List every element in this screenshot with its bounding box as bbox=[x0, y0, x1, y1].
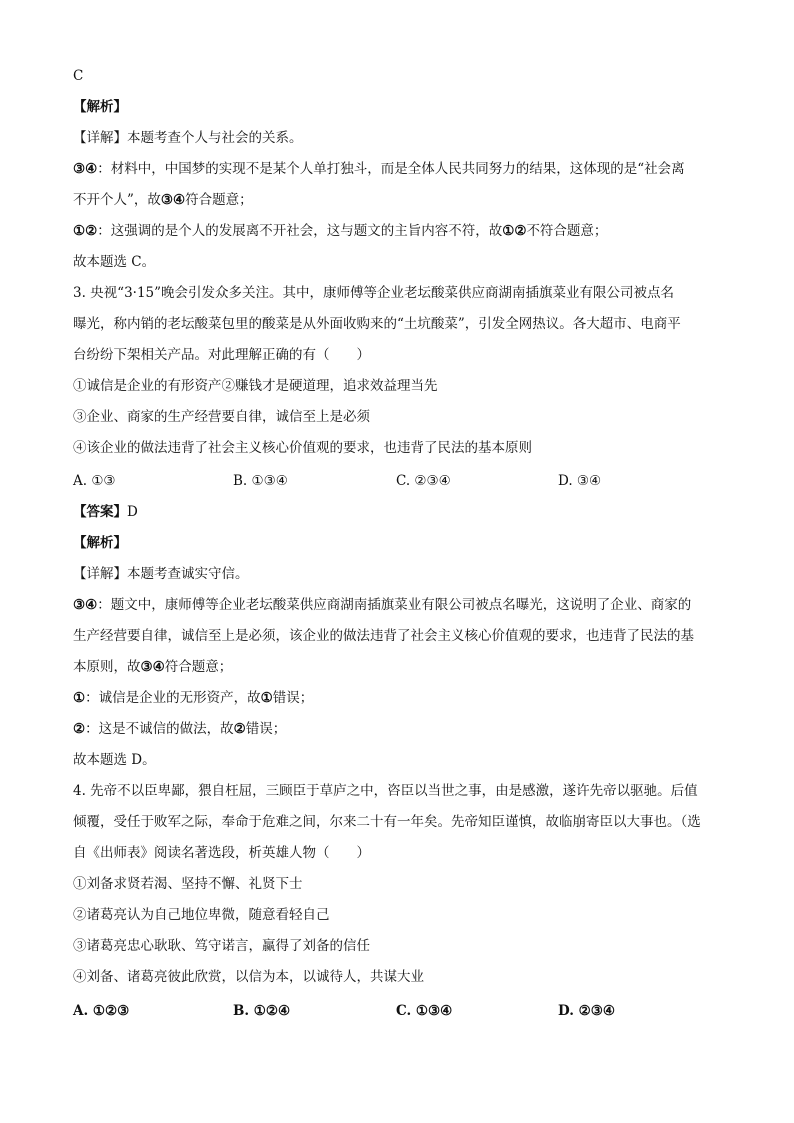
choice-mark: ② bbox=[233, 721, 246, 737]
question-stem: 4. 先帝不以臣卑鄙，猥自枉屈，三顾臣于草庐之中，咨臣以当世之事，由是感激，遂许先帝以驱驰。后值 bbox=[73, 783, 698, 799]
option-d: D. ②③④ bbox=[558, 1003, 615, 1019]
option-b: B. ①②④ bbox=[233, 1003, 291, 1019]
detail-tag: 【详解】 bbox=[73, 130, 127, 146]
explanation-line bbox=[73, 222, 607, 240]
explanation-text: 错误； bbox=[245, 721, 287, 737]
explanation-text: ：材料中，中国梦的实现不是某个人单打独斗，而是全体人民共同努力的结果，这体现的是“社会离 bbox=[97, 161, 685, 177]
conclusion-line: 故本题选 D。 bbox=[73, 752, 156, 768]
statement-item: ④刘备、诸葛亮彼此欣赏，以信为本，以诚待人，共谋大业 bbox=[73, 969, 424, 985]
statement-item: ②诸葛亮认为自己地位卑微，随意看轻自己 bbox=[73, 907, 330, 923]
detail-line bbox=[73, 565, 249, 583]
choice-mark: ①② bbox=[73, 223, 98, 239]
explanation-line bbox=[73, 689, 313, 707]
choice-mark: ③④ bbox=[140, 659, 165, 675]
explanation-line bbox=[73, 596, 691, 614]
explanation-text: 本原则，故 bbox=[73, 659, 141, 675]
explanation-text: 不符合题意； bbox=[526, 223, 608, 239]
choice-mark: ③④ bbox=[73, 161, 98, 177]
explanation-line: 生产经营要自律，诚信至上是必须，该企业的做法违背了社会主义核心价值观的要求，也违背了民法的基 bbox=[73, 628, 694, 644]
explanation-text: ：这是不诚信的做法，故 bbox=[85, 721, 234, 737]
option-d: D. ③④ bbox=[558, 473, 602, 489]
analysis-heading: 【解析】 bbox=[73, 535, 127, 551]
statement-item: ④该企业的做法违背了社会主义核心价值观的要求，也违背了民法的基本原则 bbox=[73, 440, 532, 456]
answer-line bbox=[73, 503, 138, 521]
answer-value: D bbox=[127, 504, 138, 520]
option-c: C. ①③④ bbox=[396, 1003, 453, 1019]
answer-letter: C bbox=[73, 68, 84, 84]
statement-item: ①诚信是企业的有形资产②赚钱才是硬道理，追求效益理当先 bbox=[73, 378, 438, 394]
detail-line bbox=[73, 129, 303, 147]
question-stem: 台纷纷下架相关产品。对此理解正确的有（ ） bbox=[73, 347, 370, 363]
explanation-text: 不开个人”，故 bbox=[73, 192, 161, 208]
explanation-text: 符合题意； bbox=[185, 192, 253, 208]
option-a: A. ①②③ bbox=[73, 1003, 130, 1019]
answer-tag: 【答案】 bbox=[73, 504, 127, 520]
conclusion-line: 故本题选 C。 bbox=[73, 254, 156, 270]
question-stem: 自《出师表》阅读名著选段，析英雄人物（ ） bbox=[73, 845, 370, 861]
statement-item: ③企业、商家的生产经营要自律，诚信至上是必须 bbox=[73, 409, 370, 425]
analysis-heading: 【解析】 bbox=[73, 99, 127, 115]
question-stem: 倾覆，受任于败军之际，奉命于危难之间，尔来二十有一年矣。先帝知臣谨慎，故临崩寄臣以大事也。（选 bbox=[73, 814, 701, 830]
explanation-line bbox=[73, 720, 286, 738]
explanation-text: 错误； bbox=[272, 690, 314, 706]
explanation-line bbox=[73, 160, 685, 178]
option-b: B. ①③④ bbox=[233, 473, 288, 489]
explanation-line bbox=[73, 658, 232, 676]
choice-mark: ①② bbox=[502, 223, 527, 239]
explanation-line bbox=[73, 191, 253, 209]
explanation-text: ：诚信是企业的无形资产，故 bbox=[85, 690, 261, 706]
explanation-text: ：题文中，康师傅等企业老坛酸菜供应商湖南插旗菜业有限公司被点名曝光，这说明了企业、商家的 bbox=[97, 597, 692, 613]
statement-item: ①刘备求贤若渴、坚持不懈、礼贤下士 bbox=[73, 876, 303, 892]
detail-text: 本题考查个人与社会的关系。 bbox=[127, 130, 303, 146]
option-c: C. ②③④ bbox=[396, 473, 451, 489]
explanation-text: ：这强调的是个人的发展离不开社会，这与题文的主旨内容不符，故 bbox=[97, 223, 503, 239]
choice-mark: ② bbox=[73, 721, 86, 737]
detail-tag: 【详解】 bbox=[73, 566, 127, 582]
choice-mark: ① bbox=[260, 690, 273, 706]
question-stem: 3. 央视“3·15”晚会引发众多关注。其中，康师傅等企业老坛酸菜供应商湖南插旗菜业有限公司被点名 bbox=[73, 285, 675, 301]
question-stem: 曝光，称内销的老坛酸菜包里的酸菜是从外面收购来的“土坑酸菜”，引发全网热议。各大超市、电商平 bbox=[73, 316, 681, 332]
detail-text: 本题考查诚实守信。 bbox=[127, 566, 249, 582]
statement-item: ③诸葛亮忠心耿耿、笃守诺言，赢得了刘备的信任 bbox=[73, 938, 370, 954]
choice-mark: ③④ bbox=[73, 597, 98, 613]
option-a: A. ①③ bbox=[73, 473, 116, 489]
explanation-text: 符合题意； bbox=[164, 659, 233, 675]
choice-mark: ③④ bbox=[160, 192, 186, 208]
choice-mark: ① bbox=[73, 690, 86, 706]
